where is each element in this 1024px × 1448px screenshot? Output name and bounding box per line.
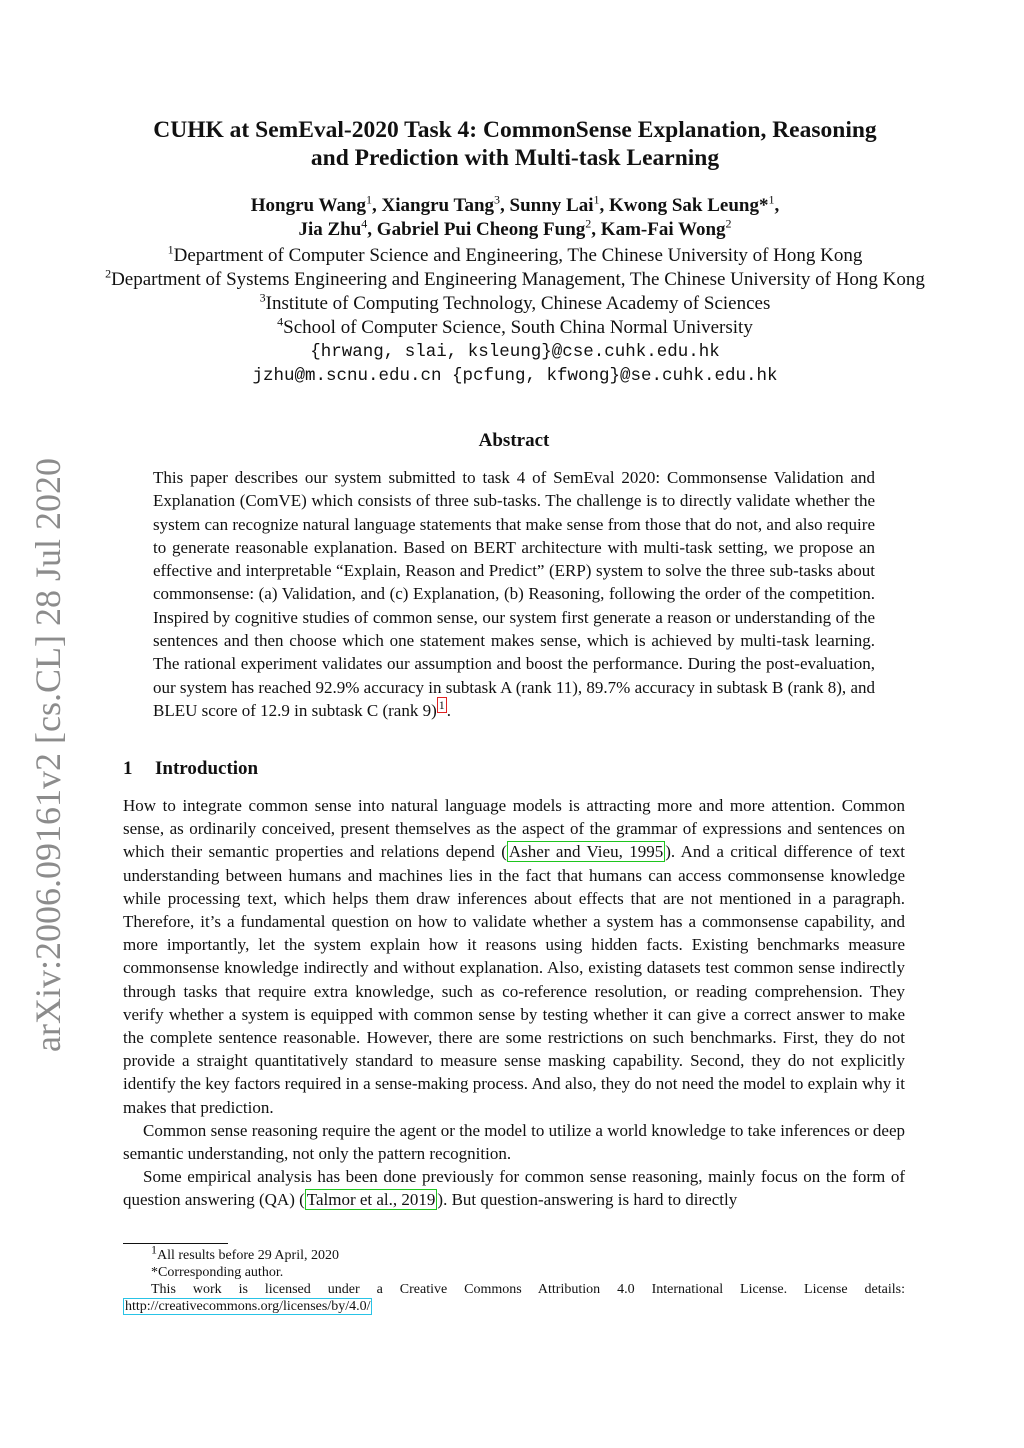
author-name: , Kwong Sak Leung* (599, 195, 769, 216)
author-affil-mark: 3 (494, 192, 501, 207)
affiliation-mark: 4 (277, 314, 284, 329)
affiliation-text: Institute of Computing Technology, Chinese Academy of Sciences (265, 293, 771, 314)
paper-title (80, 116, 950, 172)
footnote-1 (123, 1242, 905, 1264)
author-list (80, 194, 950, 242)
email-line-1: {hrwang, slai, ksleung}@cse.cuhk.edu.hk (310, 342, 720, 362)
section-heading-introduction (123, 758, 258, 780)
author-name: , Sunny Lai (500, 195, 594, 216)
author-name: Jia Zhu (298, 219, 362, 240)
citation-talmor-2019[interactable]: Talmor et al., 2019 (306, 1190, 436, 1210)
section-title: Introduction (155, 758, 259, 779)
paragraph-text: ). And a critical difference of text understanding between humans and machines lies in the fact that humans can access commonsense knowledge while processing text, which helps them draw inferences about effects that are not mentioned in a paragraph. Therefore, it’s a fundamental question on how to validate whether a system has a commonsense capability, and more importantly, let the system explain how it reasons using hidden facts. Existing benchmarks measure commonsense knowledge indirectly and without explanation. Also, existing datasets test common sense indirectly through tasks that require extra knowledge, such as co-reference resolution, or reading comprehension. They verify whether a system is equipped with common sense by testing whether it can give a correct answer to make the complete sentence reasonable. However, there are some restrictions on such benchmarks. First, they do not provide a straight quantitatively standard to measure sense masking capability. Second, they do not explicitly identify the key factors required in a sense-making process. And also, they do not need the model to explain why it makes that prediction. (123, 842, 905, 1117)
paragraph-3 (123, 1165, 905, 1211)
footnote-corresponding-author: *Corresponding author. (151, 1265, 284, 1280)
author-affil-mark: 1 (593, 192, 600, 207)
affiliation-text: Department of Computer Science and Engineering, The Chinese University of Hong Kong (173, 245, 863, 266)
author-affil-mark: 2 (725, 216, 732, 231)
footnote-divider (123, 1243, 228, 1244)
abstract-body (153, 466, 875, 722)
arxiv-identifier-stamp: arXiv:2006.09161v2 [cs.CL] 28 Jul 2020 (28, 458, 68, 1052)
affiliation-mark: 1 (167, 242, 174, 257)
footnotes (123, 1242, 905, 1315)
affiliation-4 (40, 316, 990, 340)
affiliation-mark: 2 (105, 266, 112, 281)
author-name: , Xiangru Tang (372, 195, 495, 216)
citation-asher-vieu-1995[interactable]: Asher and Vieu, 1995 (508, 842, 664, 862)
affiliation-list (40, 244, 990, 340)
license-statement: This work is licensed under a Creative Commons Attribution 4.0 International License. License details: (151, 1282, 905, 1297)
affiliation-1 (40, 244, 990, 268)
affiliation-3 (40, 292, 990, 316)
footnote-1-link[interactable]: 1 (438, 698, 445, 713)
license-url-line (123, 1298, 905, 1315)
section-number: 1 (123, 758, 133, 779)
paragraph-text: Some empirical analysis has been done previously for common sense reasoning, mainly focus on the form of question answering (QA) ( (123, 1167, 905, 1210)
abstract-end: . (446, 700, 452, 720)
title-line-2: and Prediction with Multi-task Learning (310, 145, 720, 171)
email-line-2: jzhu@m.scnu.edu.cn {pcfung, kfwong}@se.cuhk.edu.hk (252, 366, 778, 386)
introduction-body (123, 794, 905, 1212)
author-affil-mark: 4 (361, 216, 368, 231)
affiliation-text: Department of Systems Engineering and Engineering Management, The Chinese University of Hong Kong (111, 269, 925, 290)
author-separator: , (774, 195, 780, 216)
abstract-heading: Abstract (478, 430, 550, 451)
author-name: Hongru Wang (250, 195, 367, 216)
paragraph-1 (123, 794, 905, 1119)
author-line-2 (80, 218, 950, 242)
paragraph-2: Common sense reasoning require the agent or the model to utilize a world knowledge to take inferences or deep semantic understanding, not only the pattern recognition. (123, 1120, 905, 1164)
author-name: , Kam-Fai Wong (591, 219, 726, 240)
abstract-text: This paper describes our system submitted to task 4 of SemEval 2020: Commonsense Validation and Explanation (ComVE) which consists of three sub-tasks. The challenge is to directly validate whether the system can recognize natural language statements that make sense from those that do not, and also require to generate reasonable explanation. Based on BERT architecture with multi-task setting, we propose an effective and interpretable “Explain, Reason and Predict” (ERP) system to solve the three sub-tasks about commonsense: (a) Validation, and (c) Explanation, (b) Reasoning, following the order of the competition. Inspired by cognitive studies of common sense, our system first generate a reason or understanding of the sentences and then choose which one statement makes sense, which is achieved by multi-task learning. The rational experiment validates our assumption and boost the performance. During the post-evaluation, our system has reached 92.9% accuracy in subtask A (rank 11), 89.7% accuracy in subtask B (rank 8), and BLEU score of 12.9 in subtask C (rank 9) (153, 468, 875, 720)
author-line-1 (80, 194, 950, 218)
footnote-mark: 1 (151, 1242, 157, 1257)
author-affil-mark: 2 (585, 216, 592, 231)
author-affil-mark: 1 (768, 192, 775, 207)
affiliation-text: School of Computer Science, South China Normal University (283, 317, 753, 338)
email-block (80, 340, 950, 388)
author-affil-mark: 1 (366, 192, 373, 207)
paragraph-text: How to integrate common sense into natural language models is attracting more and more attention. Common sense, as ordinarily conceived, present themselves as the aspect of the grammar of expressions and sentences on which their semantic properties and relations depend ( (123, 796, 905, 862)
license-url-link[interactable]: http://creativecommons.org/licenses/by/4.0/ (125, 1299, 371, 1314)
author-name: , Gabriel Pui Cheong Fung (367, 219, 586, 240)
footnote-text: All results before 29 April, 2020 (157, 1248, 339, 1263)
paragraph-text: ). But question-answering is hard to directly (437, 1190, 738, 1210)
affiliation-mark: 3 (259, 290, 266, 305)
title-line-1: CUHK at SemEval-2020 Task 4: CommonSense Explanation, Reasoning (153, 117, 877, 143)
affiliation-2 (40, 268, 990, 292)
